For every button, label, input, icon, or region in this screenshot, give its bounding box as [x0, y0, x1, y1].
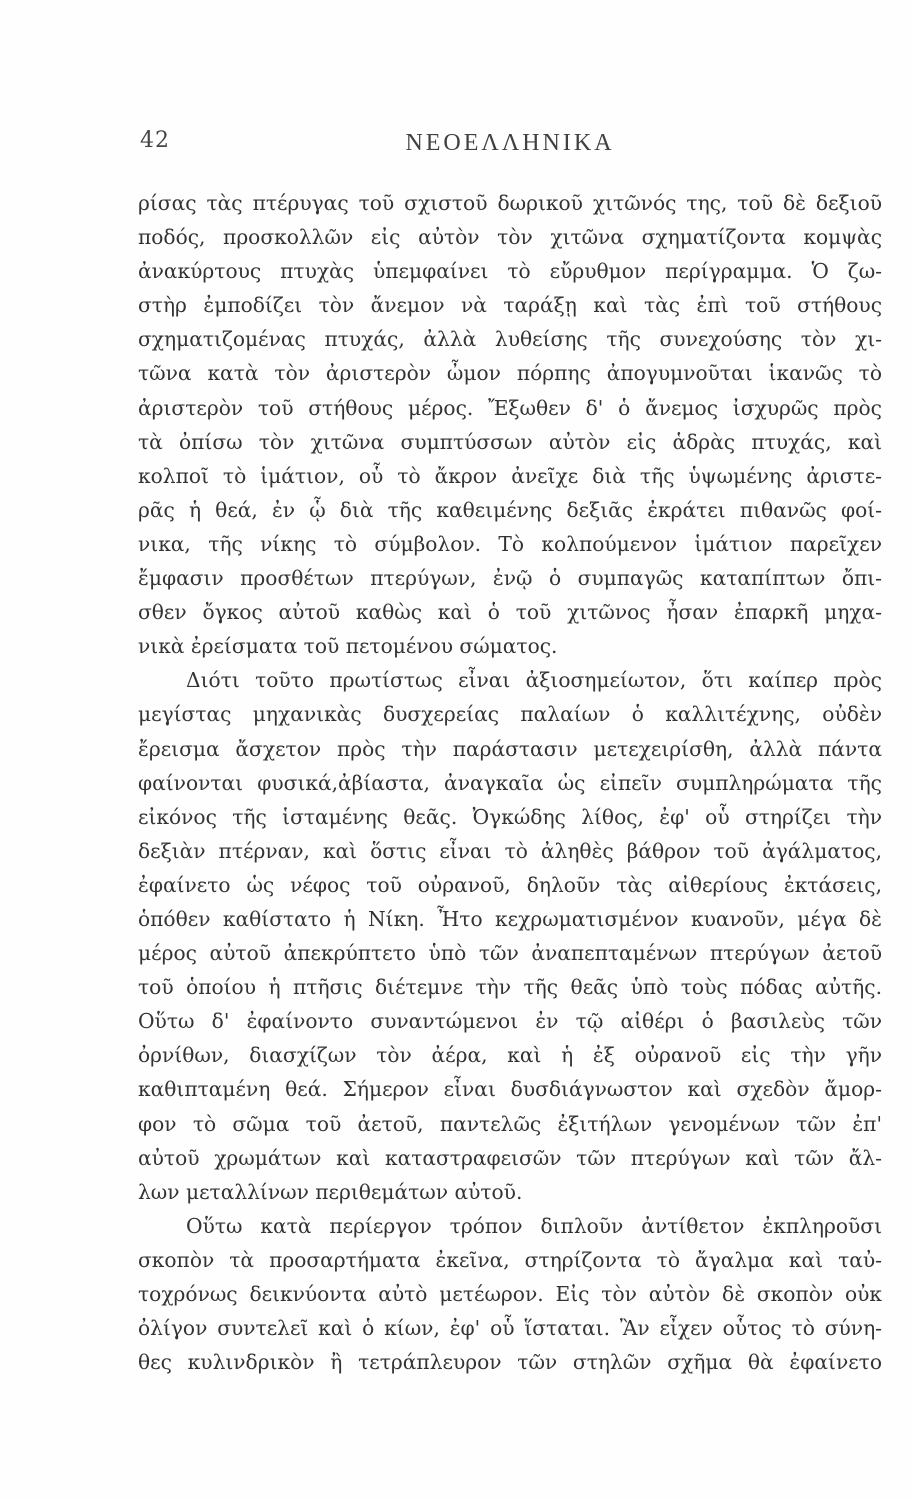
text-line: ἀνακύρτους πτυχὰς ὑπεμφαίνει τὸ εὔρυθμον περίγραμμα. Ὁ ζω-: [138, 259, 882, 284]
text-line: αὐτοῦ χρωμάτων καὶ καταστραφεισῶν τῶν πτερύγων καὶ τῶν ἄλ-: [138, 1145, 882, 1170]
paragraph-3: [138, 1209, 882, 1379]
text-line: Οὕτω κατὰ περίεργον τρόπον διπλοῦν ἀντίθετον ἐκπληροῦσι: [186, 1213, 882, 1238]
text-line: ἐφαίνετο ὡς νέφος τοῦ οὐρανοῦ, δηλοῦν τὰς αἰθερίους ἐκτάσεις,: [138, 872, 882, 897]
text-line: ρίσας τὰς πτέρυγας τοῦ σχιστοῦ δωρικοῦ χιτῶνός της, τοῦ δὲ δεξιοῦ: [138, 191, 882, 215]
text-line: ὀρνίθων, διασχίζων τὸν ἀέρα, καὶ ἡ ἐξ οὐρανοῦ εἰς τὴν γῆν: [138, 1043, 882, 1068]
text-line: ἀριστερὸν τοῦ στήθους μέρος. Ἔξωθεν δ' ὁ ἄνεμος ἰσχυρῶς πρὸς: [138, 395, 882, 420]
text-line: φον τὸ σῶμα τοῦ ἀετοῦ, παντελῶς ἐξιτήλων γενομένων τῶν ἐπ': [138, 1111, 882, 1136]
text-line: νικα, τῆς νίκης τὸ σύμβολον. Τὸ κολπούμενον ἱμάτιον παρεῖχεν: [138, 531, 882, 556]
text-line: μέρος αὐτοῦ ἀπεκρύπτετο ὑπὸ τῶν ἀναπεπταμένων πτερύγων ἀετοῦ: [138, 941, 882, 966]
text-line: ἔρεισμα ἄσχετον πρὸς τὴν παράστασιν μετεχειρίσθη, ἀλλὰ πάντα: [138, 736, 882, 761]
text-line: τοχρόνως δεικνύοντα αὐτὸ μετέωρον. Εἰς τὸν αὐτὸν δὲ σκοπὸν οὐκ: [138, 1282, 882, 1306]
text-line: εἰκόνος τῆς ἱσταμένης θεᾶς. Ὀγκώδης λίθος, ἐφ' οὗ στηρίζει τὴν: [138, 804, 882, 829]
paragraph-2: [138, 663, 882, 1209]
text-line: σθεν ὄγκος αὐτοῦ καθὼς καὶ ὁ τοῦ χιτῶνος ἦσαν ἐπαρκῆ μηχα-: [138, 600, 882, 625]
page-header: [140, 128, 880, 168]
text-line: τῶνα κατὰ τὸν ἀριστερὸν ὦμον πόρπης ἀπογυμνοῦται ἱκανῶς τὸ: [138, 361, 882, 386]
paragraph-1: [138, 186, 882, 663]
text-line: στὴρ ἐμποδίζει τὸν ἄνεμον νὰ ταράξῃ καὶ τὰς ἐπὶ τοῦ στήθους: [138, 293, 882, 318]
text-line: δεξιὰν πτέρναν, καὶ ὅστις εἶναι τὸ ἀληθὲς βάθρον τοῦ ἀγάλματος,: [138, 838, 882, 863]
text-line: φαίνονται φυσικά,ἀβίαστα, ἀναγκαῖα ὡς εἰπεῖν συμπληρώματα τῆς: [138, 770, 882, 795]
text-line: νικὰ ἐρείσματα τοῦ πετομένου σώματος.: [138, 634, 558, 659]
running-title: ΝΕΟΕΛΛΗΝΙΚΑ: [405, 130, 615, 156]
text-line: Διότι τοῦτο πρωτίστως εἶναι ἀξιοσημείωτον, ὅτι καίπερ πρὸς: [186, 668, 882, 693]
text-line: μεγίστας μηχανικὰς δυσχερείας παλαίων ὁ καλλιτέχνης, οὐδὲν: [138, 702, 882, 727]
text-line: ἔμφασιν προσθέτων πτερύγων, ἐνῷ ὁ συμπαγῶς καταπίπτων ὄπι-: [138, 566, 882, 591]
text-line: κολποῖ τὸ ἱμάτιον, οὗ τὸ ἄκρον ἀνεῖχε διὰ τῆς ὑψωμένης ἀριστε-: [138, 463, 882, 488]
text-line: Οὕτω δ' ἐφαίνοντο συναντώμενοι ἐν τῷ αἰθέρι ὁ βασιλεὺς τῶν: [138, 1009, 882, 1034]
text-line: σκοπὸν τὰ προσαρτήματα ἐκεῖνα, στηρίζοντα τὸ ἄγαλμα καὶ ταὐ-: [138, 1247, 882, 1272]
text-line: σχηματιζομένας πτυχάς, ἀλλὰ λυθείσης τῆς συνεχούσης τὸν χι-: [138, 327, 882, 352]
text-line: ποδός, προσκολλῶν εἰς αὐτὸν τὸν χιτῶνα σχηματίζοντα κομψὰς: [138, 225, 882, 250]
body-text: [138, 186, 882, 1379]
text-line: λων μεταλλίνων περιθεμάτων αὐτοῦ.: [138, 1179, 523, 1204]
text-line: ὁπόθεν καθίστατο ἡ Νίκη. Ἦτο κεχρωματισμένον κυανοῦν, μέγα δὲ: [138, 906, 882, 931]
text-line: καθιπταμένη θεά. Σήμερον εἶναι δυσδιάγνωστον καὶ σχεδὸν ἄμορ-: [138, 1077, 882, 1102]
text-line: ὀλίγον συντελεῖ καὶ ὁ κίων, ἐφ' οὗ ἵσταται. Ἂν εἶχεν οὗτος τὸ σύνη-: [138, 1316, 882, 1341]
text-line: τὰ ὀπίσω τὸν χιτῶνα συμπτύσσων αὐτὸν εἰς ἁδρὰς πτυχάς, καὶ: [138, 429, 882, 454]
text-line: ρᾶς ἡ θεά, ἐν ᾧ διὰ τῆς καθειμένης δεξιᾶς ἐκράτει πιθανῶς φοί-: [138, 497, 882, 522]
page-number: 42: [140, 128, 170, 153]
text-line: θες κυλινδρικὸν ἢ τετράπλευρον τῶν στηλῶν σχῆμα θὰ ἐφαίνετο: [138, 1350, 882, 1375]
text-line: τοῦ ὁποίου ἡ πτῆσις διέτεμνε τὴν τῆς θεᾶς ὑπὸ τοὺς πόδας αὐτῆς.: [138, 975, 882, 1000]
